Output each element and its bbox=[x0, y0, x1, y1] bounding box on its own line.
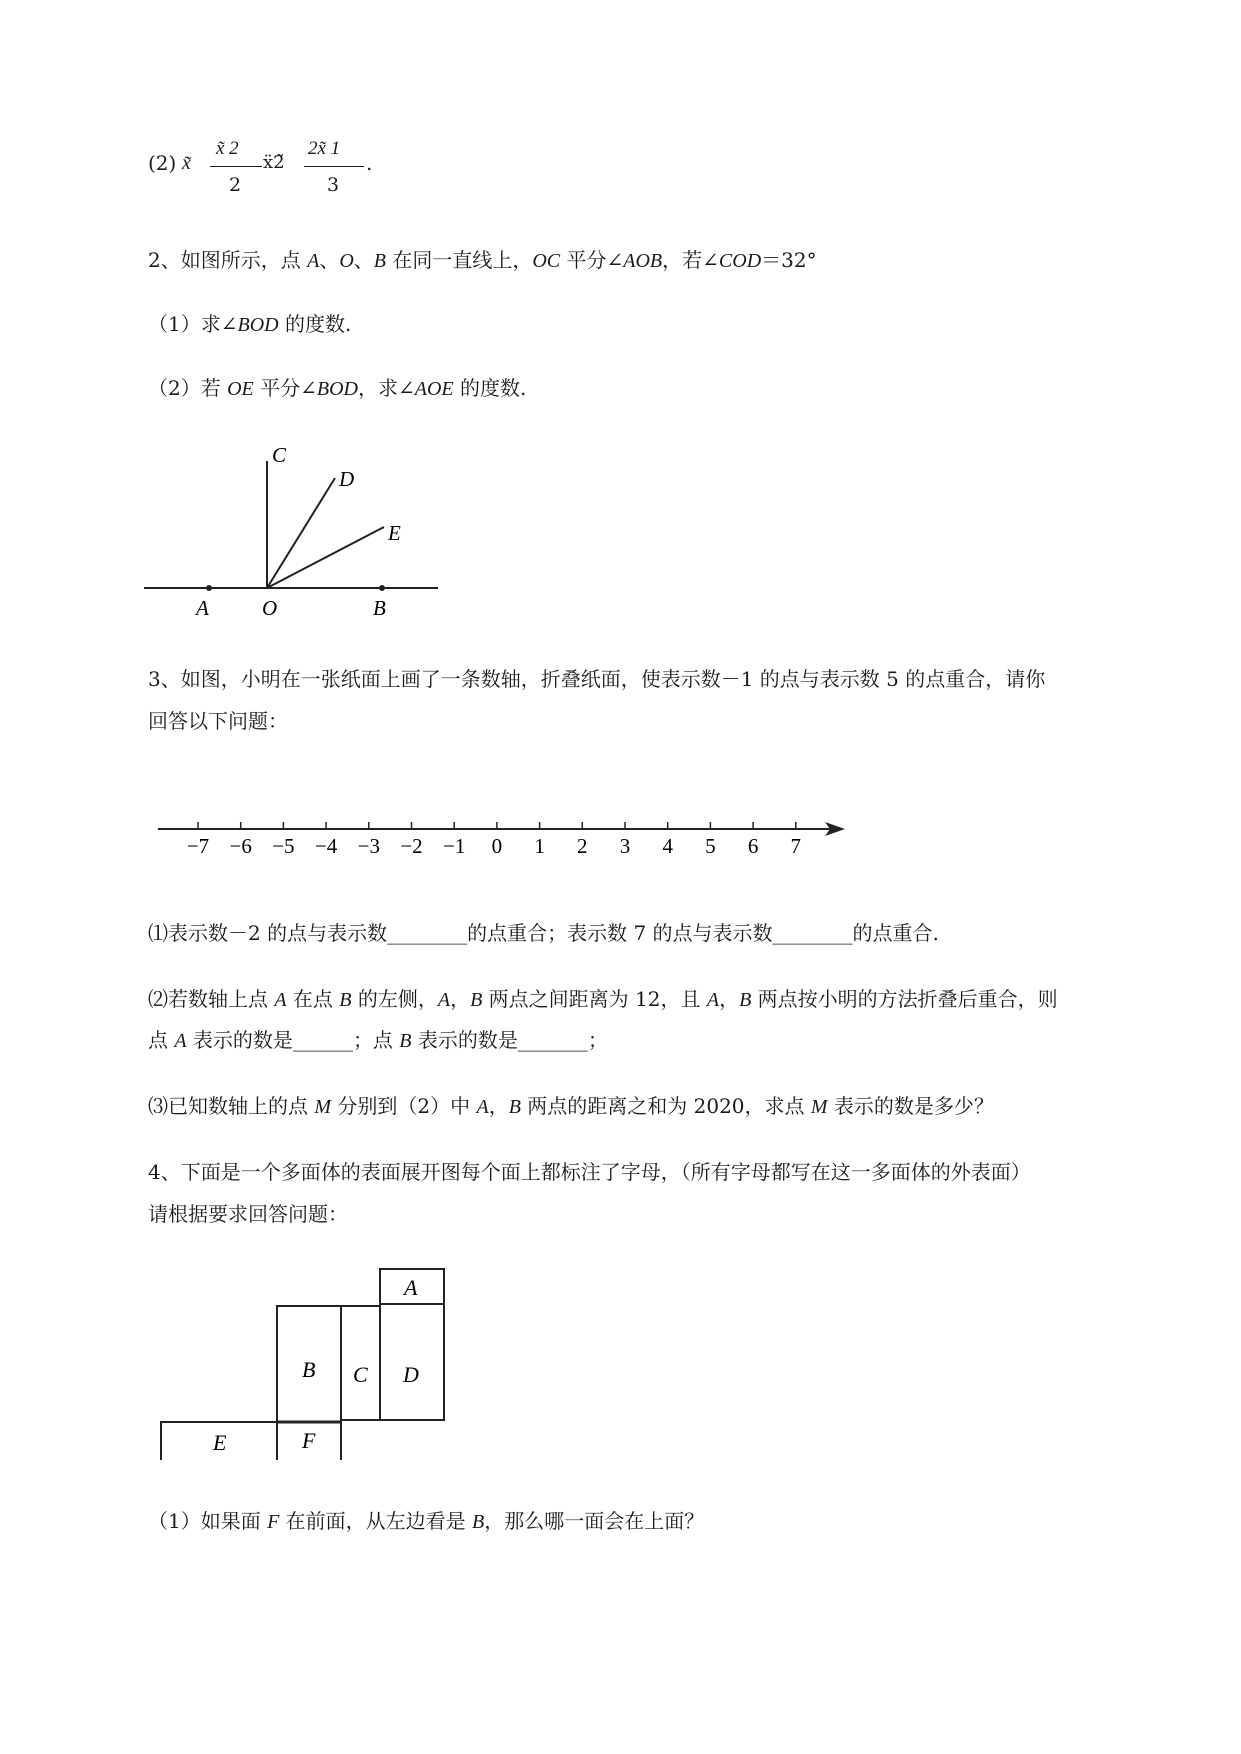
q2-sub1: （1）求∠BOD 的度数. bbox=[148, 312, 352, 336]
q2-stem: 2、如图所示，点 A、O、B 在同一直线上，OC 平分∠AOB，若∠COD＝32° bbox=[148, 248, 817, 272]
q4-stem-line2: 请根据要求回答问题： bbox=[148, 1202, 348, 1226]
number-line-tick-label: 6 bbox=[747, 834, 759, 858]
face-F-label: F bbox=[302, 1428, 316, 1453]
number-line-tick-label: 4 bbox=[662, 834, 673, 858]
ray-OD bbox=[267, 478, 335, 588]
number-line-tick-label: 3 bbox=[619, 834, 631, 858]
q3-sub2-line1: ⑵若数轴上点 A 在点 B 的左侧，A，B 两点之间距离为 12，且 A，B 两点按小明的方法折叠后重合，则 bbox=[148, 987, 1058, 1011]
face-E-label: E bbox=[213, 1430, 227, 1455]
q1-prefix: (2) bbox=[148, 151, 177, 175]
number-line-tick-label: −1 bbox=[443, 834, 466, 858]
q1-frac2-numerator: 2x̃ 1 bbox=[308, 138, 341, 159]
label-O: O bbox=[262, 596, 278, 620]
number-line-tick-label: 1 bbox=[534, 834, 545, 858]
face-D-label: D bbox=[403, 1362, 419, 1387]
ray-OE bbox=[267, 527, 384, 588]
point-B bbox=[379, 585, 385, 591]
number-line-tick-label: 2 bbox=[577, 834, 588, 858]
q4-stem-line1: 4、下面是一个多面体的表面展开图每个面上都标注了字母，（所有字母都写在这一多面体的外表面） bbox=[148, 1160, 1031, 1184]
label-A: A bbox=[196, 596, 209, 620]
number-line bbox=[150, 808, 850, 868]
point-A bbox=[206, 585, 212, 591]
q1-frac1-numerator: x̃ 2 bbox=[216, 138, 239, 159]
q1-frac2-denominator: 3 bbox=[327, 174, 340, 196]
q3-stem-line1: 3、如图，小明在一张纸面上画了一条数轴，折叠纸面，使表示数－1 的点与表示数 5 的点重合，请你 bbox=[148, 667, 1046, 691]
label-C: C bbox=[272, 443, 287, 467]
q1-end: . bbox=[366, 151, 373, 175]
label-E: E bbox=[388, 521, 401, 545]
face-A-label: A bbox=[404, 1275, 418, 1300]
q1-frac2-bar bbox=[304, 166, 364, 167]
q4-sub1: （1）如果面 F 在前面，从左边看是 B，那么哪一面会在上面？ bbox=[148, 1509, 705, 1533]
q3-sub2-line2: 点 A 表示的数是______；点 B 表示的数是_______； bbox=[148, 1028, 608, 1052]
number-line-tick-label: −2 bbox=[400, 834, 423, 858]
q1-frac1-bar bbox=[210, 166, 262, 167]
number-line-tick-label: −6 bbox=[229, 834, 252, 858]
number-line-tick-label: 0 bbox=[491, 834, 503, 858]
face-B-label: B bbox=[302, 1357, 316, 1382]
q3-sub3: ⑶已知数轴上的点 M 分别到（2）中 A，B 两点的距离之和为 2020，求点 M 表示的数是多少？ bbox=[148, 1094, 994, 1118]
number-line-tick-label: −3 bbox=[357, 834, 380, 858]
label-B: B bbox=[373, 596, 386, 620]
number-line-tick-label: −4 bbox=[314, 834, 338, 858]
face-C-label: C bbox=[353, 1362, 368, 1387]
number-line-tick-label: 5 bbox=[705, 834, 716, 858]
polyhedron-net bbox=[150, 1260, 460, 1460]
q3-sub1: ⑴表示数－2 的点与表示数________的点重合；表示数 7 的点与表示数________的点重合. bbox=[148, 921, 939, 945]
q1-frac1-denominator: 2 bbox=[229, 174, 242, 196]
number-line-tick-label: 7 bbox=[790, 834, 802, 858]
q2-sub2: （2）若 OE 平分∠BOD，求∠AOE 的度数. bbox=[148, 376, 527, 400]
q1-middle: ẍ2̃ bbox=[263, 152, 285, 173]
number-line-tick-label: −5 bbox=[272, 834, 295, 858]
number-line-tick-label: −7 bbox=[186, 834, 210, 858]
angle-figure bbox=[140, 440, 450, 620]
q3-stem-line2: 回答以下问题： bbox=[148, 709, 288, 733]
label-D: D bbox=[339, 467, 355, 491]
q1-x: x̃ bbox=[182, 152, 191, 174]
